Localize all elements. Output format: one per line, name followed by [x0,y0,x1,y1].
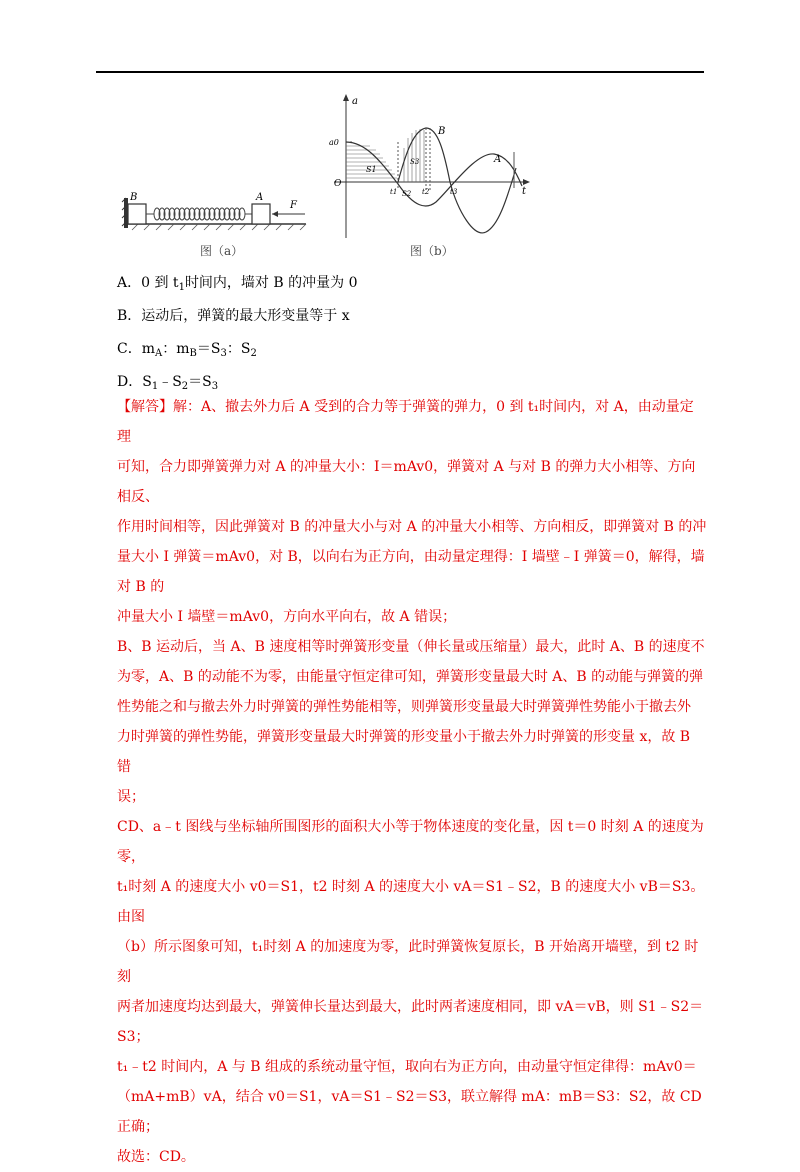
figure-a-caption: 图（a） [200,244,244,258]
answer-line: 故选：CD。 [117,1149,195,1165]
block-a [252,204,270,224]
label-b: B [130,192,138,203]
answer-line: 误； [117,789,145,805]
answer-line: 可知，合力即弹簧弹力对 A 的冲量大小：I＝mAv0，弹簧对 A 与对 B 的弹力大小相等、方向相反、 [117,459,696,505]
answer-line: CD、a﹣t 图线与坐标轴所围图形的面积大小等于物体速度的变化量，因 t＝0 时刻 A 的速度为零， [117,819,704,865]
answer-line: 两者加速度均达到最大，弹簧伸长量达到最大，此时两者速度相同，即 vA＝vB，则 S1﹣S2＝ [117,999,704,1015]
answer-line: （b）所示图象可知，t₁时刻 A 的加速度为零，此时弹簧恢复原长，B 开始离开墙壁，到 t2 时刻 [117,939,699,985]
answer-line: （mA+mB）vA，结合 v0＝S1，vA＝S1﹣S2＝S3，联立解得 mA：mB＝S3：S2，故 CD 正确； [117,1089,702,1135]
curve-a-label: A [494,154,502,165]
curve-b-label: B [438,126,446,137]
options-list [117,267,717,399]
figure-b [326,92,536,242]
t3-label: t3 [450,188,458,196]
label-a: A [256,192,264,203]
answer-line: 为零，A、B 的动能不为零，由能量守恒定律可知，弹簧形变量最大时 A、B 的动能与弹簧的弹 [117,669,704,685]
answer-explanation [117,392,707,1172]
a0-label: a0 [329,138,339,147]
label-f: F [290,200,297,211]
option-a: A．0 到 $t_1$时间内，墙对 B 的冲量为 0 [117,275,358,293]
spring [146,208,252,220]
answer-line: 【解答】解：A、撤去外力后 A 受到的合力等于弹簧的弹力，0 到 t₁时间内，对 A，由动量定理 [117,399,694,445]
answer-line: 作用时间相等，因此弹簧对 B 的冲量大小与对 A 的冲量大小相等、方向相反，即弹簧对 B 的冲 [117,519,707,535]
t1-label: t1 [390,188,398,196]
answer-line: t₁﹣t2 时间内，A 与 B 组成的系统动量守恒，取向右为正方向，由动量守恒定律得：mAv0＝ [117,1059,697,1075]
option-d: D．$S_1﹣S_2=S_3$ [117,374,219,392]
answer-line: 性势能之和与撤去外力时弹簧的弹性势能相等，则弹簧形变量最大时弹簧弹性势能小于撤去外 [117,699,691,715]
axis-y-label: a [352,96,358,107]
header-rule [96,71,704,73]
answer-line: 力时弹簧的弹性势能，弹簧形变量最大时弹簧的形变量小于撤去外力时弹簧的形变量 x，故 B 错 [117,729,691,775]
answer-tag: 【解答】 [117,399,173,415]
answer-line: 量大小 I 弹簧＝mAv0，对 B，以向右为正方向，由动量定理得：I 墙壁﹣I 弹簧＝0，解得，墙对 B 的 [117,549,705,595]
option-b: B．运动后，弹簧的最大形变量等于 x [117,308,350,324]
figure-b-caption: 图（b） [410,244,454,258]
axis-x-label: t [522,186,527,197]
answer-line: S3； [117,1029,150,1045]
t2-label: t2 [422,188,430,196]
answer-line: 冲量大小 I 墙壁＝mAv0，方向水平向右，故 A 错误； [117,609,457,625]
answer-line: t₁时刻 A 的速度大小 v0＝S1，t2 时刻 A 的速度大小 vA＝S1﹣S2，B 的速度大小 vB＝S3。由图 [117,879,705,925]
answer-line: B、B 运动后，当 A、B 速度相等时弹簧形变量（伸长量或压缩量）最大，此时 A、B 的速度不 [117,639,705,655]
s2-label: S2 [402,190,412,198]
block-b [128,204,146,224]
s1-label: S1 [366,165,377,174]
option-c: C．$m_A$：$m_B=S_3$：$S_2$ [117,341,257,359]
s3-label: S3 [410,158,420,166]
origin-label: O [334,179,342,189]
